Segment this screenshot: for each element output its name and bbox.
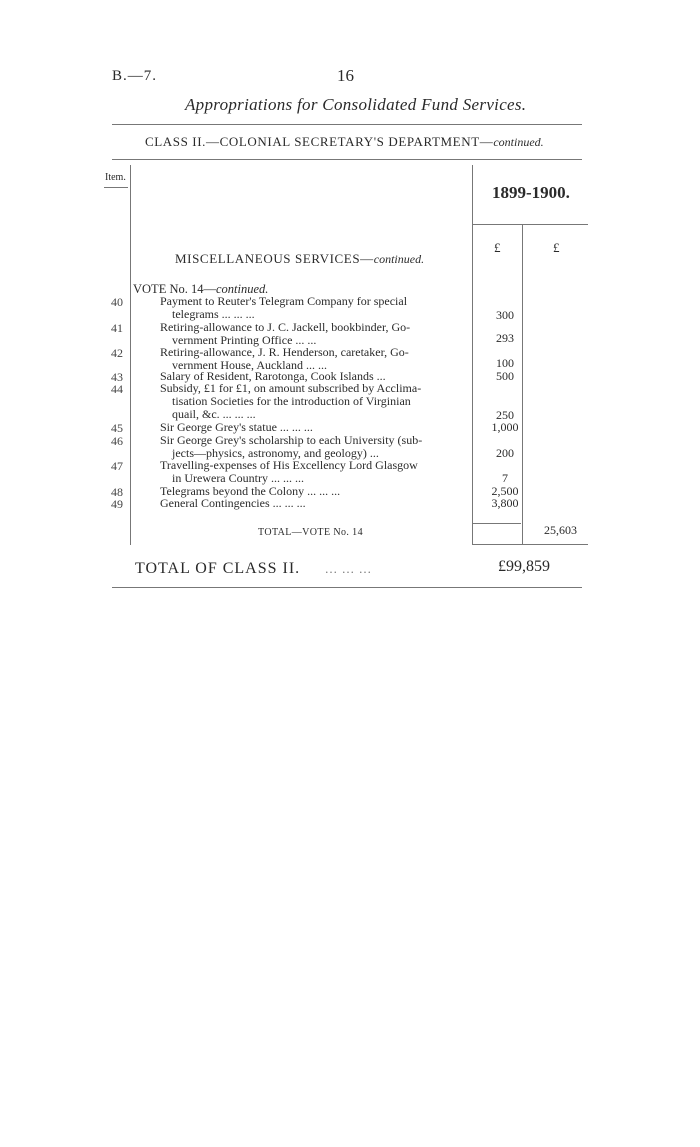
rule-bottom [112,587,582,588]
year-header-rule [473,224,588,225]
class-heading-suffix: continued. [493,135,544,149]
rule-below-class [112,159,582,160]
class-heading-main: CLASS II.—COLONIAL SECRETARY'S DEPARTMENT— [145,134,494,149]
section-heading [175,251,424,267]
item-line: Sir George Grey's scholarship to each University (sub- [160,433,423,447]
item-line: tisation Societies for the introduction of Virginian [172,393,411,408]
item-amount: 293 [496,331,514,345]
subtotal-rule [473,523,521,524]
item-line: Telegrams beyond the Colony ... ... ... [160,484,341,498]
item-line: Travelling-expenses of His Excellency Lord Glasgow [160,458,418,472]
item-number: 40 [111,295,123,309]
item-number: 45 [111,421,123,435]
section-heading-main: MISCELLANEOUS SERVICES— [175,251,374,266]
item-line: vernment Printing Office ... ... [172,332,317,347]
item-number: 41 [111,321,123,335]
item-number: 49 [111,497,123,511]
item-header-rule [104,187,128,188]
item-number: 44 [111,382,123,396]
item-amount: 500 [496,369,514,383]
item-line: telegrams ... ... ... [172,306,255,321]
item-amount: 7 [502,471,508,485]
item-amount: 2,500 [491,484,519,498]
item-description [160,434,465,460]
item-amount: 3,800 [491,496,519,510]
page-number: 16 [337,66,354,85]
item-line: in Urewera Country ... ... ... [172,470,304,485]
item-line: Subsidy, £1 for £1, on amount subscribed by Acclima- [160,381,422,395]
vote-label-suffix: continued. [215,282,269,296]
item-number: 42 [111,346,123,360]
item-line: vernment House, Auckland ... ... [172,357,327,372]
item-line: General Contingencies ... ... ... [160,496,306,510]
item-line: Salary of Resident, Rarotonga, Cook Islands ... [160,369,386,383]
document-reference: B.—7. [112,68,158,84]
item-description [160,421,465,434]
total-vote-label [258,524,363,539]
vote-label-main: VOTE No. 14— [133,282,216,296]
item-amount: 1,000 [491,420,519,434]
item-line: Payment to Reuter's Telegram Company for special [160,294,408,308]
pound-sign-col2: £ [553,240,560,255]
item-description [160,459,465,485]
item-line: jects—physics, astronomy, and geology) ... [172,445,379,460]
year-column-header: 1899-1900. [492,183,570,202]
table-col-divider [472,165,473,545]
item-description [160,321,465,347]
item-number: 46 [111,434,123,448]
total-class-label [135,560,372,578]
rule-top [112,124,582,125]
item-number: 43 [111,370,123,384]
item-amount: 100 [496,356,514,370]
section-heading-suffix: continued. [373,252,425,266]
item-amount: 200 [496,446,514,460]
total-class-text: TOTAL OF CLASS II. [135,560,301,577]
item-description [160,295,465,321]
item-number: 48 [111,485,123,499]
total-vote-text: TOTAL—VOTE No. 14 [258,527,363,538]
class-heading [145,134,544,150]
item-line: Retiring-allowance to J. C. Jackell, bookbinder, Go- [160,320,411,334]
item-line: Retiring-allowance, J. R. Henderson, caretaker, Go- [160,345,409,359]
item-line: Sir George Grey's statue ... ... ... [160,420,313,434]
total-vote-amount: 25,603 [544,523,577,537]
item-amount: 300 [496,308,514,322]
item-description [160,497,465,510]
item-description [160,382,465,420]
item-line: quail, &c. ... ... ... [172,406,256,421]
item-column-header: Item. [105,172,126,183]
total-class-amount: £99,859 [498,558,550,575]
pound-sign-col1: £ [494,240,501,255]
item-description [160,346,465,372]
table-left-border [130,165,131,545]
item-amount: 250 [496,408,514,422]
page-title: Appropriations for Consolidated Fund Services. [185,95,527,114]
item-number: 47 [111,459,123,473]
table-bottom-rule [473,544,588,545]
total-class-leaders: ... ... ... [325,561,372,576]
